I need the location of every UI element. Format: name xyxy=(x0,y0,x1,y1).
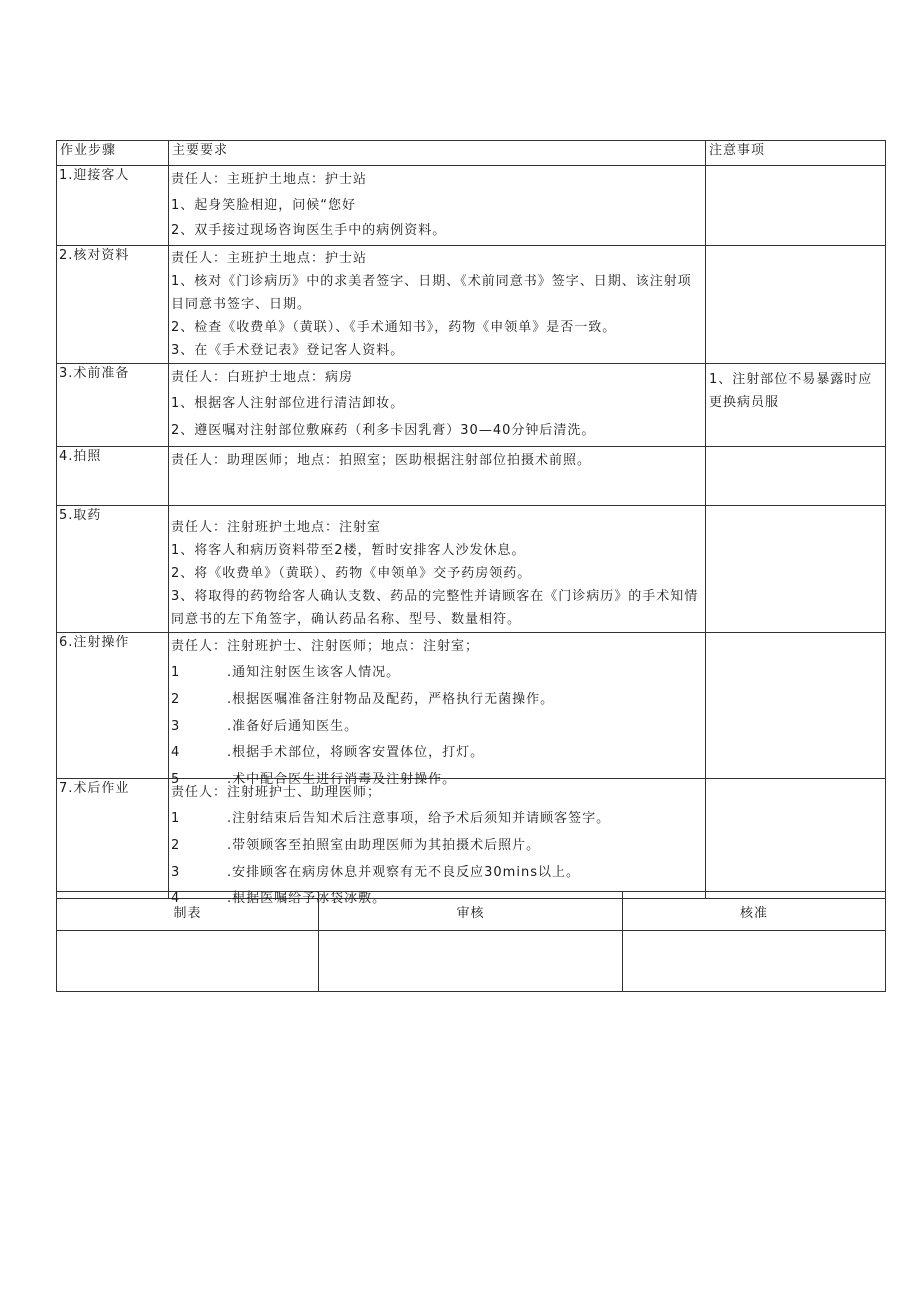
req-line: 责任人：主班护土地点：护士站 xyxy=(171,250,368,266)
table-row xyxy=(57,166,886,246)
req-line: 3、在《手术登记表》登记客人资料。 xyxy=(171,342,405,358)
notes-cell xyxy=(706,446,886,505)
requirements-cell xyxy=(169,245,706,363)
step-cell: 1.迎接客人 xyxy=(57,166,169,246)
header-step: 作业步骤 xyxy=(57,141,169,166)
step-cell: 4.拍照 xyxy=(57,446,169,505)
table-row xyxy=(57,505,886,632)
prepared-by-label: 制表 xyxy=(57,892,319,931)
step-cell: 6.注射操作 xyxy=(57,632,169,778)
step-cell: 3.术前准备 xyxy=(57,363,169,446)
notes-cell: 1、注射部位不易暴露时应更换病员服 xyxy=(706,363,886,446)
table-header-row xyxy=(57,141,886,166)
req-line: 1、核对《门诊病历》中的求美者签字、日期、《术前同意书》签字、日期、该注射项目同意书签字、日期。 xyxy=(171,273,692,312)
list-item: 1 .注射结束后告知术后注意事项，给予术后须知并请顾客签字。 xyxy=(171,811,611,827)
notes-cell xyxy=(706,632,886,778)
req-line: 2、将《收费单》（黄联）、药物《申领单》交予药房领药。 xyxy=(171,565,532,581)
notes-cell xyxy=(706,166,886,246)
req-line: 责任人：助理医师；地点：拍照室；医助根据注射部位拍摄术前照。 xyxy=(171,452,592,468)
notes-cell xyxy=(706,505,886,632)
list-item: 4 .根据医嘱给予冰袋冰敷。 xyxy=(171,891,387,907)
list-item: 5 .术中配合医生进行消毒及注射操作。 xyxy=(171,772,457,788)
req-line: 责任人：注射班护土地点：注射室 xyxy=(171,519,382,535)
list-item: 3 .准备好后通知医生。 xyxy=(171,718,359,734)
prepared-by-signature[interactable] xyxy=(57,931,319,992)
signoff-table xyxy=(56,891,886,992)
approved-by-label: 核准 xyxy=(623,892,886,931)
header-requirements: 主要要求 xyxy=(169,141,706,166)
requirements-cell xyxy=(169,446,706,505)
step-cell: 5.取药 xyxy=(57,505,169,632)
procedure-table xyxy=(56,140,886,907)
step-cell: 7.术后作业 xyxy=(57,778,169,898)
req-line: 3、将取得的药物给客人确认支数、药品的完整性并请顾客在《门诊病历》的手术知情同意书的左下角签字，确认药品名称、型号、数量相符。 xyxy=(171,588,699,627)
notes-cell xyxy=(706,245,886,363)
signoff-signature-row xyxy=(57,931,886,992)
notes-cell xyxy=(706,778,886,898)
header-notes: 注意事项 xyxy=(706,141,886,166)
reviewed-by-label: 审核 xyxy=(319,892,623,931)
list-item: 2 .带领顾客至拍照室由助理医师为其拍摄术后照片。 xyxy=(171,838,541,854)
signoff-header-row xyxy=(57,892,886,931)
req-line: 2、遵医嘱对注射部位敷麻药（利多卡因乳膏）30—40分钟后清洗。 xyxy=(171,422,596,438)
approved-by-signature[interactable] xyxy=(623,931,886,992)
requirements-cell xyxy=(169,363,706,446)
table-row xyxy=(57,245,886,363)
requirements-cell xyxy=(169,166,706,246)
table-row xyxy=(57,778,886,898)
req-line: 责任人：注射班护士、注射医师；地点：注射室； xyxy=(171,638,480,654)
req-line: 1、根据客人注射部位进行清洁卸妆。 xyxy=(171,396,405,412)
requirements-cell xyxy=(169,632,706,788)
table-row xyxy=(57,446,886,505)
req-line: 1、起身笑脸相迎，问候“您好 xyxy=(171,197,357,213)
requirements-cell xyxy=(169,505,706,632)
requirements-cell xyxy=(169,778,706,907)
req-line: 责任人：白班护士地点：病房 xyxy=(171,369,354,385)
list-item: 1 .通知注射医生该客人情况。 xyxy=(171,665,401,681)
list-item: 4 .根据手术部位，将顾客安置体位，打灯。 xyxy=(171,745,485,761)
table-row xyxy=(57,363,886,446)
list-item: 3 .安排顾客在病房休息并观察有无不良反应30mins以上。 xyxy=(171,864,580,880)
req-line: 2、检查《收费单》（黄联）、《手术通知书》，药物《申领单》是否一致。 xyxy=(171,319,617,335)
req-line: 责任人：主班护土地点：护士站 xyxy=(171,172,368,187)
reviewed-by-signature[interactable] xyxy=(319,931,623,992)
step-cell: 2.核对资料 xyxy=(57,245,169,363)
req-line: 2、双手接过现场咨询医生手中的病例资料。 xyxy=(171,223,447,238)
req-line: 1、将客人和病历资料带至2楼，暂时安排客人沙发休息。 xyxy=(171,542,526,558)
req-line: 责任人：注射班护士、助理医师； xyxy=(171,784,382,800)
table-row xyxy=(57,632,886,778)
list-item: 2 .根据医嘱准备注射物品及配药，严格执行无菌操作。 xyxy=(171,692,555,708)
